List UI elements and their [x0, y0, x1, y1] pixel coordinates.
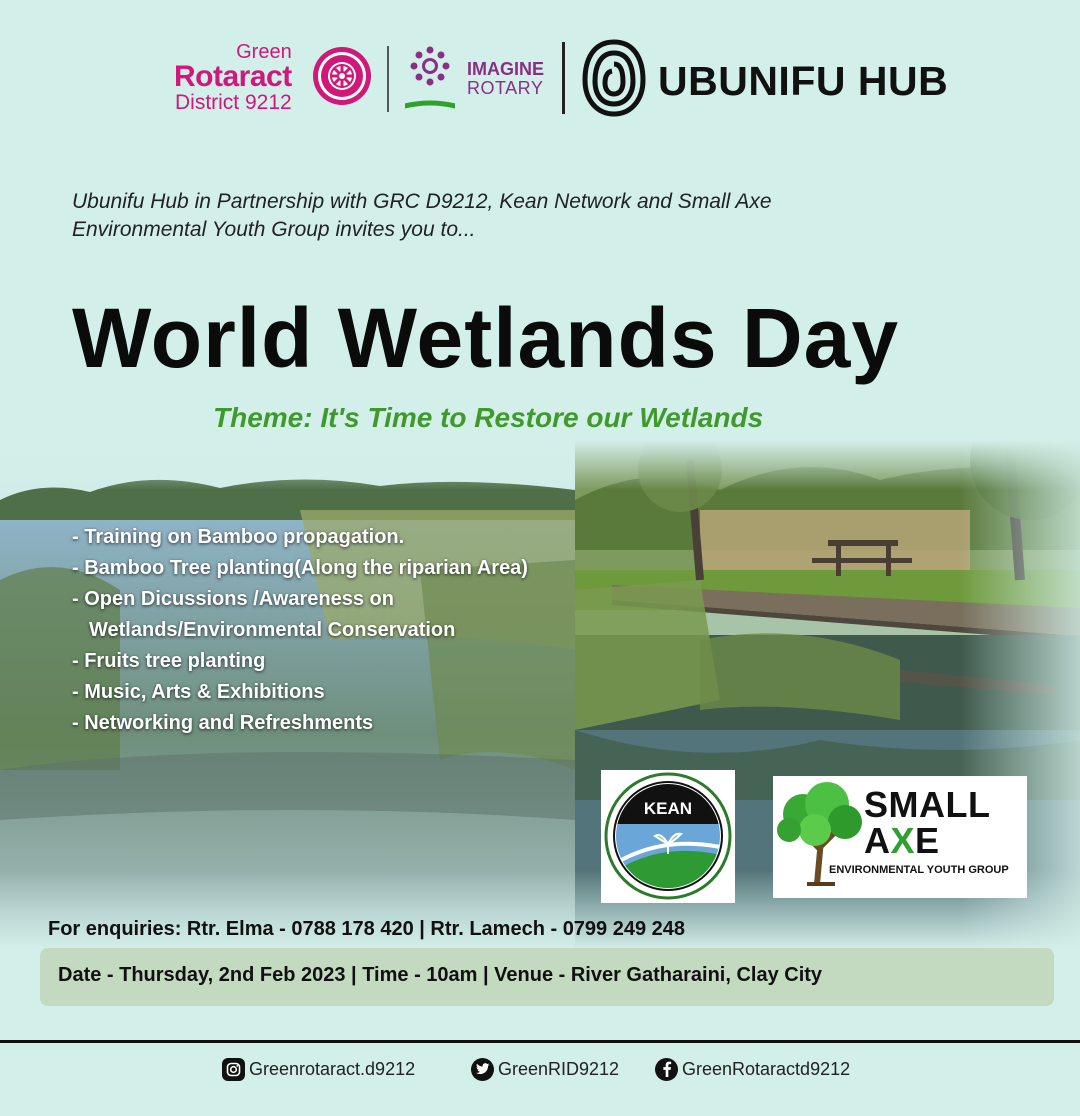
header-logos [0, 38, 1080, 128]
green-rotaract-logo-text: Green Rotaract District 9212 [174, 41, 292, 114]
instagram-handle[interactable]: Greenrotaract.d9212 [222, 1056, 415, 1082]
facebook-icon [655, 1058, 678, 1081]
instagram-icon [222, 1058, 245, 1081]
list-item: - Bamboo Tree planting(Along the riparian Area) [72, 553, 572, 584]
logo-divider [562, 42, 565, 114]
activities-list [72, 522, 572, 739]
list-item: - Fruits tree planting [72, 646, 572, 677]
logo-divider [387, 46, 389, 112]
list-item: - Music, Arts & Exhibitions [72, 677, 572, 708]
small-axe-subtitle: ENVIRONMENTAL YOUTH GROUP [829, 864, 1009, 876]
svg-text:KEAN: KEAN [643, 799, 693, 818]
ubunifu-hub-wordmark: UBUNIFU HUB [658, 58, 949, 104]
enquiries-text: For enquiries: Rtr. Elma - 0788 178 420 | Rtr. Lamech - 0799 249 248 [48, 918, 686, 940]
small-axe-word-axe: AXE [864, 820, 940, 861]
twitter-icon [471, 1058, 494, 1081]
small-axe-word-small: SMALL [864, 784, 991, 825]
list-item: - Open Dicussions /Awareness on Wetlands/Environmental Conservation [72, 584, 572, 646]
list-item: - Training on Bamboo propagation. [72, 522, 572, 553]
kean-logo [601, 770, 735, 903]
event-theme: Theme: It's Time to Restore our Wetlands [213, 402, 764, 433]
event-details-bar [40, 948, 1054, 1006]
rotary-wheel-icon [310, 44, 374, 108]
twitter-handle[interactable]: GreenRID9212 [471, 1056, 619, 1082]
imagine-rotary-icon [405, 44, 455, 110]
small-axe-logo [773, 776, 1027, 898]
invitation-text: Ubunifu Hub in Partnership with GRC D9212, Kean Network and Small Axe Environmental Youth Group invites you to... [72, 190, 772, 241]
ubunifu-logo-icon [581, 38, 647, 118]
footer-divider [0, 1040, 1080, 1043]
imagine-rotary-text: IMAGINE ROTARY [467, 59, 545, 98]
kean-emblem-icon [601, 770, 735, 903]
event-title: World Wetlands Day [72, 291, 900, 385]
facebook-handle[interactable]: GreenRotaractd9212 [655, 1056, 850, 1082]
list-item: - Networking and Refreshments [72, 708, 572, 739]
event-details-text: Date - Thursday, 2nd Feb 2023 | Time - 10am | Venue - River Gatharaini, Clay City [58, 964, 823, 986]
